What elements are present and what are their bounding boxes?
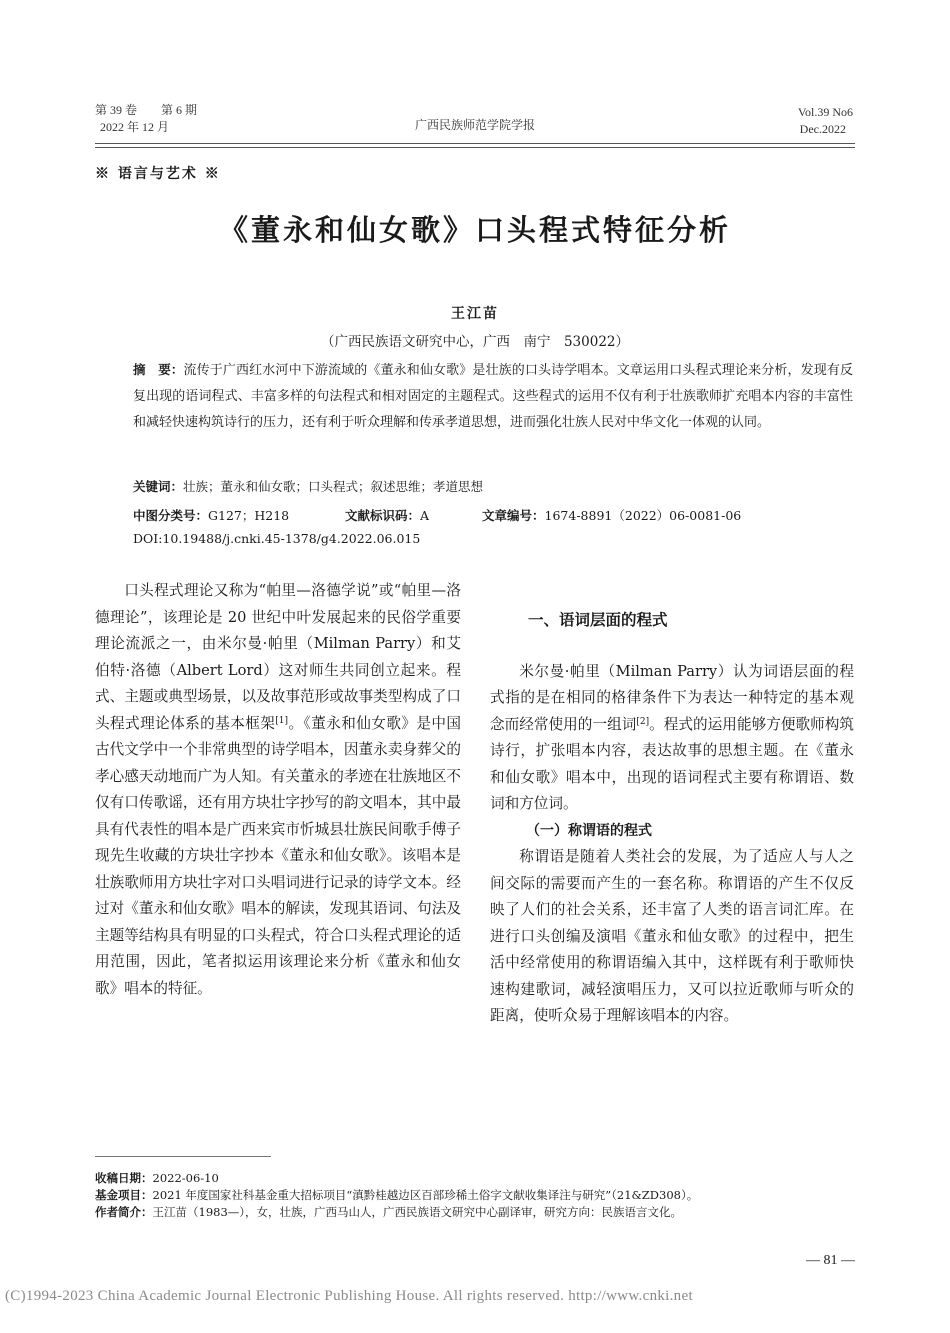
author-name: 王江苗 (451, 306, 499, 322)
clc-value: G127；H218 (208, 508, 290, 523)
fund-project-value: 2021 年度国家社科基金重大招标项目“滇黔桂越边区百部珍稀土俗字文献收集译注与研究”（21&ZD308）。 (152, 1188, 699, 1202)
citation-1: [1] (275, 715, 289, 726)
intro-paragraph (95, 578, 461, 1002)
fund-project-label: 基金项目： (95, 1188, 153, 1202)
author-affiliation: （广西民族语文研究中心，广西 南宁 530022） (320, 334, 630, 350)
document-code-label: 文献标识码： (345, 508, 421, 523)
intro-text-part1: 口头程式理论又称为“帕里—洛德学说”或“帕里—洛德理论”，该理论是 20 世纪中叶发展起来的民俗学重要理论流派之一，由米尔曼·帕里（Milman Parry）和艾伯特·洛德（Albert Lord）这对师生共同创立起来。程式、主题或典型场景，以及故事范形或故事类型构成了口头程式理论体系的基本框架 (95, 582, 461, 732)
document-code (345, 505, 429, 527)
footnote-rule (95, 1156, 271, 1157)
author-bio (95, 1204, 855, 1221)
citation-2: [2] (636, 716, 650, 727)
keywords (133, 476, 483, 498)
volume-issue-en: Vol.39 No6 (797, 105, 853, 119)
doi: DOI:10.19488/j.cnki.45-1378/g4.2022.06.015 (133, 531, 421, 546)
section-1-text-part2: 。程式的运用能够方便歌师构筑诗行，扩张唱本内容，表达故事的思想主题。在《董永和仙女歌》唱本中，出现的语词程式主要有称谓语、数词和方位词。 (490, 715, 854, 812)
right-column (490, 578, 854, 1030)
issue-date: 2022 年 12 月 (100, 120, 170, 134)
author-bio-value: 王江苗（1983—），女，壮族，广西马山人，广西民族语文研究中心副译审，研究方向：民族语言文化。 (152, 1205, 683, 1219)
article-number-value: 1674-8891（2022）06-0081-06 (544, 508, 742, 523)
footnotes (95, 1170, 855, 1221)
author-bio-label: 作者简介： (95, 1205, 153, 1219)
volume-issue: 第 39 卷 第 6 期 (95, 103, 198, 117)
abstract-text: 流传于广西红水河中下游流域的《董永和仙女歌》是壮族的口头诗学唱本。文章运用口头程式理论来分析，发现有反复出现的语词程式、丰富多样的句法程式和相对固定的主题程式。这些程式的运用不仅有利于壮族歌师扩充唱本内容的丰富性和减轻快速构筑诗行的压力，还有利于听众理解和传承孝道思想，进而强化壮族人民对中华文化一体观的认同。 (133, 363, 853, 430)
issue-date-en: Dec.2022 (799, 122, 846, 136)
article-number (482, 505, 741, 527)
clc-number (133, 505, 289, 527)
abstract-label: 摘 要： (133, 362, 184, 377)
left-column (95, 578, 461, 1002)
section-1-text-part1: 米尔曼·帕里（Milman Parry）认为词语层面的程式指的是在相同的格律条件下为表达一种特定的基本观念而经常使用的一组词 (490, 662, 854, 733)
clc-label: 中图分类号： (133, 508, 209, 523)
journal-name: 广西民族师范学院学报 (414, 118, 535, 132)
section-1-paragraph (490, 659, 854, 818)
fund-project (95, 1187, 855, 1204)
article-title: 《董永和仙女歌》口头程式特征分析 (218, 213, 731, 247)
abstract (133, 357, 853, 436)
document-code-value: A (420, 508, 430, 523)
subsection-heading-1: （一）称谓语的程式 (526, 822, 652, 839)
section-heading-1: 一、语词层面的程式 (528, 611, 668, 629)
section-tag: ※ 语言与艺术 ※ (95, 166, 221, 182)
received-date-label: 收稿日期： (95, 1171, 153, 1185)
copyright-notice: (C)1994-2023 China Academic Journal Electronic Publishing House. All rights reserved. http://www.cnki.net (5, 1288, 693, 1304)
intro-text-part2: 。《董永和仙女歌》是中国古代文学中一个非常典型的诗学唱本，因董永卖身葬父的孝心感天动地而广为人知。有关董永的孝迹在壮族地区不仅有口传歌谣，还有用方块壮字抄写的韵文唱本，其中最具有代表性的唱本是广西来宾市忻城县壮族民间歌手傅子现先生收藏的方块壮字抄本《董永和仙女歌》。该唱本是壮族歌师用方块壮字对口头唱词进行记录的诗学文本。经过对《董永和仙女歌》唱本的解读，发现其语词、句法及主题等结构具有明显的口头程式，符合口头程式理论的适用范围，因此，笔者拟运用该理论来分析《董永和仙女歌》唱本的特征。 (95, 714, 461, 997)
header-rule (95, 143, 855, 148)
keywords-label: 关键词： (133, 479, 184, 494)
page-number: — 81 — (806, 1253, 855, 1268)
received-date (95, 1170, 855, 1187)
article-number-label: 文章编号： (482, 508, 545, 523)
received-date-value: 2022-06-10 (152, 1171, 219, 1185)
subsection-1-paragraph: 称谓语是随着人类社会的发展，为了适应人与人之间交际的需要而产生的一套名称。称谓语的产生不仅反映了人们的社会关系，还丰富了人类的语言词汇库。在进行口头创编及演唱《董永和仙女歌》的过程中，把生活中经常使用的称谓语编入其中，这样既有利于歌师快速构建歌词，减轻演唱压力，又可以拉近歌师与听众的距离，使听众易于理解该唱本的内容。 (490, 848, 854, 1024)
keywords-text: 壮族；董永和仙女歌；口头程式；叙述思维；孝道思想 (183, 479, 484, 494)
